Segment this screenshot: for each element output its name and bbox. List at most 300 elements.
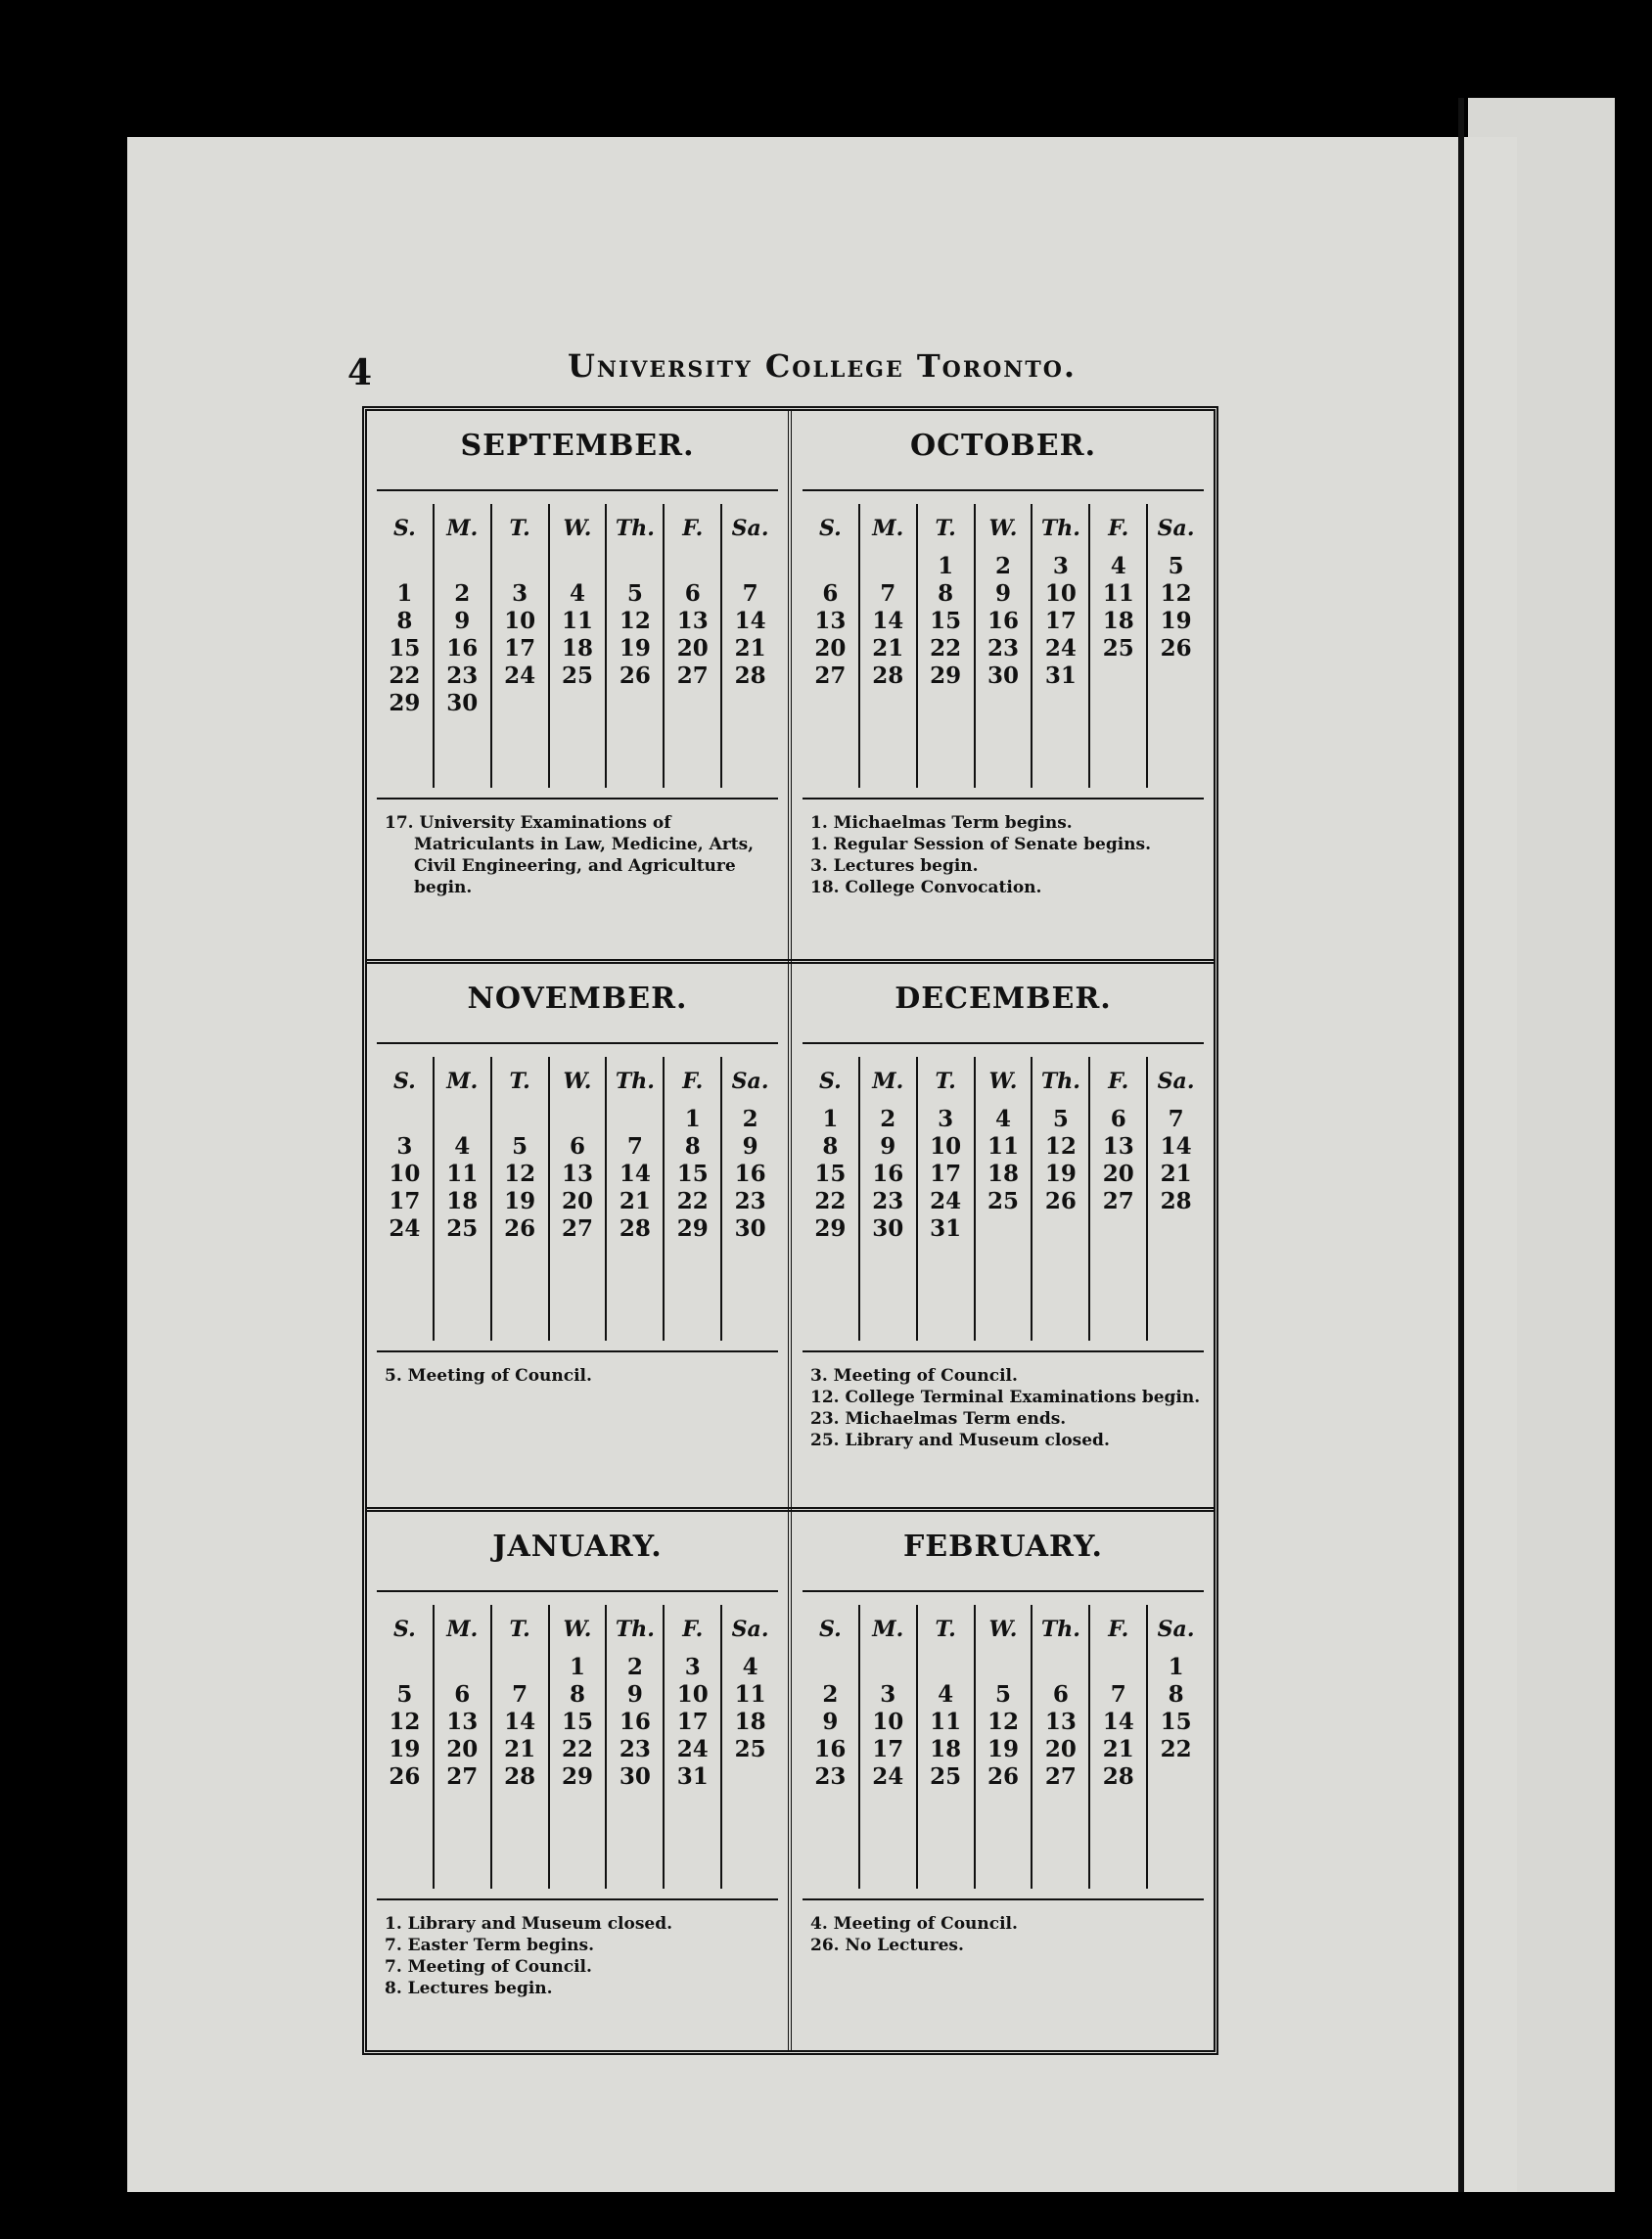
- day-numbers: [918, 553, 974, 690]
- event-item: 25. Library and Museum closed.: [810, 1431, 1110, 1450]
- day-column: [607, 1605, 665, 1889]
- day-number: 24: [389, 1215, 421, 1242]
- weekday-label: F.: [682, 1617, 704, 1642]
- day-number: 20: [446, 1736, 479, 1762]
- event-rule: [377, 798, 778, 800]
- day-grid: [377, 504, 778, 788]
- day-number: 20: [814, 635, 847, 662]
- day-number: 7: [880, 580, 896, 607]
- day-number: 14: [734, 608, 766, 634]
- day-number: 11: [930, 1709, 962, 1735]
- day-number: 14: [1102, 1709, 1134, 1735]
- page-number: 4: [347, 352, 373, 393]
- day-numbers: [435, 1654, 490, 1791]
- day-numbers: [722, 553, 778, 717]
- day-number: 1: [684, 1106, 701, 1132]
- day-number: 4: [454, 1133, 471, 1160]
- day-number: 29: [562, 1763, 594, 1790]
- day-number: 10: [389, 1161, 421, 1187]
- weekday-label: Th.: [1040, 1069, 1080, 1094]
- day-number: 6: [1110, 1106, 1126, 1132]
- day-number: 3: [880, 1681, 896, 1708]
- day-numbers: [1090, 1654, 1146, 1791]
- day-number: 18: [930, 1736, 962, 1762]
- day-column: [803, 1605, 860, 1889]
- weekday-label: W.: [988, 1069, 1018, 1094]
- event-item: 3. Meeting of Council.: [810, 1366, 1018, 1386]
- day-number: 3: [396, 1133, 413, 1160]
- day-column: [918, 1057, 976, 1341]
- day-number: [377, 1654, 433, 1681]
- day-number: 25: [987, 1188, 1020, 1214]
- day-column: [722, 504, 778, 788]
- event-item: 1. Michaelmas Term begins.: [810, 813, 1073, 833]
- day-number: 15: [562, 1709, 594, 1735]
- title-rule: [803, 1042, 1204, 1044]
- day-number: 3: [938, 1106, 954, 1132]
- day-number: [1148, 1763, 1204, 1791]
- day-number: 11: [987, 1133, 1020, 1160]
- weekday-label: Sa.: [731, 516, 769, 541]
- event-rule: [803, 1898, 1204, 1900]
- day-number: 26: [619, 663, 651, 689]
- month-4: [367, 1512, 788, 2055]
- calendar-frame: [362, 406, 1218, 2055]
- title-rule: [377, 1590, 778, 1592]
- day-number: 13: [1044, 1709, 1077, 1735]
- day-number: 19: [619, 635, 651, 662]
- day-number: 17: [389, 1188, 421, 1214]
- day-number: 20: [1102, 1161, 1134, 1187]
- event-list: [810, 1913, 1206, 1956]
- day-number: [1032, 1215, 1088, 1243]
- day-number: 2: [880, 1106, 896, 1132]
- day-numbers: [550, 553, 606, 717]
- day-number: 9: [822, 1709, 839, 1735]
- day-column: [918, 1605, 976, 1889]
- day-column: [550, 1057, 608, 1341]
- day-number: 3: [512, 580, 528, 607]
- day-number: [1090, 1654, 1146, 1681]
- weekday-label: S.: [393, 1069, 416, 1094]
- day-number: 5: [1168, 553, 1184, 579]
- day-numbers: [803, 1654, 858, 1791]
- day-number: 8: [1168, 1681, 1184, 1708]
- day-number: 28: [1160, 1188, 1192, 1214]
- day-column: [803, 1057, 860, 1341]
- weekday-label: M.: [872, 516, 904, 541]
- event-item: 26. No Lectures.: [810, 1936, 964, 1955]
- day-number: 8: [938, 580, 954, 607]
- day-numbers: [665, 1106, 720, 1243]
- day-numbers: [1090, 553, 1146, 690]
- day-number: 27: [1044, 1763, 1077, 1790]
- day-number: 16: [734, 1161, 766, 1187]
- day-number: 12: [389, 1709, 421, 1735]
- day-number: [492, 690, 548, 717]
- day-numbers: [1032, 1654, 1088, 1791]
- day-number: 1: [822, 1106, 839, 1132]
- day-number: 29: [814, 1215, 847, 1242]
- day-number: 10: [504, 608, 536, 634]
- weekday-label: W.: [563, 516, 592, 541]
- day-number: [550, 553, 606, 580]
- day-column: [803, 504, 860, 788]
- day-number: [665, 690, 720, 717]
- day-column: [607, 1057, 665, 1341]
- event-item: 17. University Examinations of Matriculants in Law, Medicine, Arts, Civil Engineering, and Agriculture begin.: [385, 813, 755, 897]
- day-number: 13: [676, 608, 709, 634]
- day-number: 22: [389, 663, 421, 689]
- day-number: 7: [1110, 1681, 1126, 1708]
- day-number: 2: [742, 1106, 758, 1132]
- event-item: 18. College Convocation.: [810, 878, 1042, 897]
- day-numbers: [1090, 1106, 1146, 1243]
- day-grid: [803, 504, 1204, 788]
- day-number: 13: [1102, 1133, 1134, 1160]
- day-number: [1148, 1215, 1204, 1243]
- day-number: [377, 1106, 433, 1133]
- day-column: [1090, 1605, 1148, 1889]
- day-number: 21: [504, 1736, 536, 1762]
- day-number: 5: [396, 1681, 413, 1708]
- day-number: [1032, 1654, 1088, 1681]
- day-number: 15: [676, 1161, 709, 1187]
- day-number: 8: [822, 1133, 839, 1160]
- weekday-label: Th.: [615, 516, 655, 541]
- month-3: [793, 964, 1214, 1507]
- month-title: SEPTEMBER.: [460, 429, 695, 463]
- day-number: [1090, 663, 1146, 690]
- day-number: 29: [389, 690, 421, 716]
- weekday-label: Th.: [1040, 516, 1080, 541]
- day-number: 2: [626, 1654, 643, 1680]
- day-number: [492, 1106, 548, 1133]
- day-column: [665, 1057, 722, 1341]
- day-column: [1032, 1057, 1090, 1341]
- day-number: 16: [872, 1161, 904, 1187]
- day-number: 27: [814, 663, 847, 689]
- day-number: 18: [446, 1188, 479, 1214]
- weekday-label: F.: [1108, 516, 1129, 541]
- day-number: 10: [930, 1133, 962, 1160]
- column-divider: [788, 411, 792, 2050]
- day-number: 28: [872, 663, 904, 689]
- month-title: JANUARY.: [492, 1530, 663, 1564]
- day-number: [550, 1106, 606, 1133]
- day-number: 23: [619, 1736, 651, 1762]
- day-number: 17: [1044, 608, 1077, 634]
- day-number: 18: [987, 1161, 1020, 1187]
- day-numbers: [803, 553, 858, 690]
- title-rule: [377, 1042, 778, 1044]
- day-number: 4: [995, 1106, 1012, 1132]
- day-number: [722, 553, 778, 580]
- day-number: 11: [562, 608, 594, 634]
- day-number: 14: [619, 1161, 651, 1187]
- day-number: 15: [814, 1161, 847, 1187]
- weekday-label: W.: [988, 516, 1018, 541]
- day-numbers: [607, 553, 663, 717]
- day-number: 19: [1160, 608, 1192, 634]
- day-number: 31: [676, 1763, 709, 1790]
- day-number: 6: [822, 580, 839, 607]
- day-numbers: [377, 1654, 433, 1791]
- event-rule: [377, 1898, 778, 1900]
- day-number: 13: [814, 608, 847, 634]
- weekday-label: Th.: [615, 1069, 655, 1094]
- day-number: 22: [562, 1736, 594, 1762]
- day-numbers: [722, 1106, 778, 1243]
- day-column: [976, 1605, 1033, 1889]
- day-column: [1090, 1057, 1148, 1341]
- day-number: 26: [987, 1763, 1020, 1790]
- day-numbers: [665, 553, 720, 717]
- day-column: [1032, 1605, 1090, 1889]
- weekday-label: T.: [935, 1069, 956, 1094]
- title-rule: [803, 1590, 1204, 1592]
- day-numbers: [860, 1106, 916, 1243]
- day-number: 13: [446, 1709, 479, 1735]
- day-number: 12: [1160, 580, 1192, 607]
- event-item: 12. College Terminal Examinations begin.: [810, 1388, 1201, 1407]
- day-number: [860, 553, 916, 580]
- day-numbers: [1032, 553, 1088, 690]
- day-number: 5: [626, 580, 643, 607]
- day-number: [435, 553, 490, 580]
- day-number: 23: [872, 1188, 904, 1214]
- weekday-label: Sa.: [1157, 1069, 1195, 1094]
- day-numbers: [550, 1654, 606, 1791]
- month-title: DECEMBER.: [895, 982, 1112, 1016]
- day-number: 21: [734, 635, 766, 662]
- day-column: [860, 504, 918, 788]
- day-number: 21: [1160, 1161, 1192, 1187]
- day-number: 1: [570, 1654, 586, 1680]
- day-number: 29: [676, 1215, 709, 1242]
- day-number: 24: [1044, 635, 1077, 662]
- day-number: 7: [626, 1133, 643, 1160]
- day-column: [492, 1057, 550, 1341]
- day-number: 16: [987, 608, 1020, 634]
- event-item: 7. Easter Term begins.: [385, 1936, 595, 1955]
- day-number: [1090, 1215, 1146, 1243]
- day-grid: [377, 1605, 778, 1889]
- day-number: 29: [930, 663, 962, 689]
- day-number: 22: [676, 1188, 709, 1214]
- day-number: 18: [1102, 608, 1134, 634]
- day-number: 15: [1160, 1709, 1192, 1735]
- day-numbers: [976, 1106, 1032, 1243]
- event-item: 3. Lectures begin.: [810, 856, 979, 876]
- event-item: 1. Library and Museum closed.: [385, 1914, 673, 1934]
- event-rule: [803, 1350, 1204, 1352]
- day-number: 11: [446, 1161, 479, 1187]
- day-number: 24: [504, 663, 536, 689]
- day-number: 30: [872, 1215, 904, 1242]
- day-number: 21: [872, 635, 904, 662]
- day-numbers: [976, 553, 1032, 690]
- day-number: 28: [504, 1763, 536, 1790]
- day-number: 25: [1102, 635, 1134, 662]
- weekday-label: F.: [682, 1069, 704, 1094]
- weekday-label: M.: [872, 1617, 904, 1642]
- day-column: [435, 504, 492, 788]
- day-number: 31: [930, 1215, 962, 1242]
- day-column: [1090, 504, 1148, 788]
- event-rule: [803, 798, 1204, 800]
- weekday-label: Sa.: [731, 1069, 769, 1094]
- day-number: 12: [987, 1709, 1020, 1735]
- day-number: 6: [684, 580, 701, 607]
- day-numbers: [607, 1654, 663, 1791]
- day-column: [607, 504, 665, 788]
- day-number: 25: [446, 1215, 479, 1242]
- day-number: 4: [742, 1654, 758, 1680]
- day-number: [607, 553, 663, 580]
- day-number: 14: [872, 608, 904, 634]
- day-number: 4: [570, 580, 586, 607]
- day-number: [722, 690, 778, 717]
- day-numbers: [918, 1654, 974, 1791]
- day-number: 10: [1044, 580, 1077, 607]
- day-number: 28: [619, 1215, 651, 1242]
- day-number: 6: [454, 1681, 471, 1708]
- day-number: [550, 690, 606, 717]
- day-number: [377, 553, 433, 580]
- event-item: 5. Meeting of Council.: [385, 1366, 592, 1386]
- day-numbers: [976, 1654, 1032, 1791]
- day-number: 23: [987, 635, 1020, 662]
- event-list: [810, 1365, 1206, 1451]
- day-column: [550, 504, 608, 788]
- day-number: 5: [1052, 1106, 1069, 1132]
- weekday-label: Th.: [1040, 1617, 1080, 1642]
- day-column: [1148, 504, 1204, 788]
- day-number: 28: [734, 663, 766, 689]
- month-title: NOVEMBER.: [467, 982, 688, 1016]
- day-number: 26: [1160, 635, 1192, 662]
- day-number: 18: [562, 635, 594, 662]
- day-number: 17: [676, 1709, 709, 1735]
- day-number: 12: [1044, 1133, 1077, 1160]
- weekday-label: S.: [819, 1617, 842, 1642]
- day-number: 5: [512, 1133, 528, 1160]
- day-column: [1148, 1605, 1204, 1889]
- weekday-label: W.: [988, 1617, 1018, 1642]
- day-number: 19: [1044, 1161, 1077, 1187]
- day-number: 19: [504, 1188, 536, 1214]
- day-number: 9: [880, 1133, 896, 1160]
- day-number: [665, 553, 720, 580]
- weekday-label: M.: [446, 1617, 479, 1642]
- day-column: [435, 1605, 492, 1889]
- day-numbers: [550, 1106, 606, 1243]
- month-1: [793, 411, 1214, 954]
- weekday-label: T.: [935, 1617, 956, 1642]
- day-number: 22: [814, 1188, 847, 1214]
- day-column: [435, 1057, 492, 1341]
- day-number: 17: [930, 1161, 962, 1187]
- weekday-label: Th.: [615, 1617, 655, 1642]
- weekday-label: S.: [393, 1617, 416, 1642]
- month-title: FEBRUARY.: [903, 1530, 1103, 1564]
- weekday-label: W.: [563, 1069, 592, 1094]
- day-number: 9: [742, 1133, 758, 1160]
- day-column: [976, 504, 1033, 788]
- day-number: 27: [562, 1215, 594, 1242]
- day-number: [492, 553, 548, 580]
- day-number: 8: [570, 1681, 586, 1708]
- day-number: 17: [504, 635, 536, 662]
- day-column: [1032, 504, 1090, 788]
- day-number: 6: [570, 1133, 586, 1160]
- day-column: [377, 1057, 435, 1341]
- event-list: [385, 1913, 780, 1999]
- weekday-label: S.: [819, 516, 842, 541]
- day-number: 12: [619, 608, 651, 634]
- weekday-label: F.: [682, 516, 704, 541]
- day-column: [860, 1057, 918, 1341]
- day-numbers: [860, 1654, 916, 1791]
- day-number: 20: [1044, 1736, 1077, 1762]
- day-number: 26: [504, 1215, 536, 1242]
- event-list: [385, 812, 780, 898]
- day-number: [918, 1654, 974, 1681]
- day-number: 16: [446, 635, 479, 662]
- day-number: 16: [814, 1736, 847, 1762]
- day-column: [492, 504, 550, 788]
- day-number: 23: [446, 663, 479, 689]
- day-number: 19: [987, 1736, 1020, 1762]
- day-number: [976, 1654, 1032, 1681]
- day-grid: [803, 1057, 1204, 1341]
- day-numbers: [435, 1106, 490, 1243]
- weekday-label: W.: [563, 1617, 592, 1642]
- day-numbers: [492, 1106, 548, 1243]
- event-list: [810, 812, 1206, 898]
- day-number: 7: [512, 1681, 528, 1708]
- day-number: 22: [1160, 1736, 1192, 1762]
- day-number: 26: [389, 1763, 421, 1790]
- day-column: [665, 504, 722, 788]
- day-number: 5: [995, 1681, 1012, 1708]
- day-number: 25: [930, 1763, 962, 1790]
- day-number: 3: [1052, 553, 1069, 579]
- day-number: 30: [619, 1763, 651, 1790]
- day-number: [607, 690, 663, 717]
- title-rule: [803, 489, 1204, 491]
- day-numbers: [377, 553, 433, 717]
- day-number: 14: [504, 1709, 536, 1735]
- day-number: 2: [822, 1681, 839, 1708]
- day-number: 24: [872, 1763, 904, 1790]
- day-number: 27: [1102, 1188, 1134, 1214]
- event-item: 7. Meeting of Council.: [385, 1957, 592, 1977]
- weekday-label: M.: [446, 1069, 479, 1094]
- running-head: University College Toronto.: [568, 347, 1078, 385]
- weekday-label: S.: [819, 1069, 842, 1094]
- day-number: 14: [1160, 1133, 1192, 1160]
- day-number: 19: [389, 1736, 421, 1762]
- weekday-label: T.: [509, 1069, 530, 1094]
- event-item: 23. Michaelmas Term ends.: [810, 1409, 1067, 1429]
- event-item: 8. Lectures begin.: [385, 1979, 553, 1998]
- day-number: 23: [734, 1188, 766, 1214]
- day-number: 7: [1168, 1106, 1184, 1132]
- day-number: 10: [676, 1681, 709, 1708]
- day-number: 30: [734, 1215, 766, 1242]
